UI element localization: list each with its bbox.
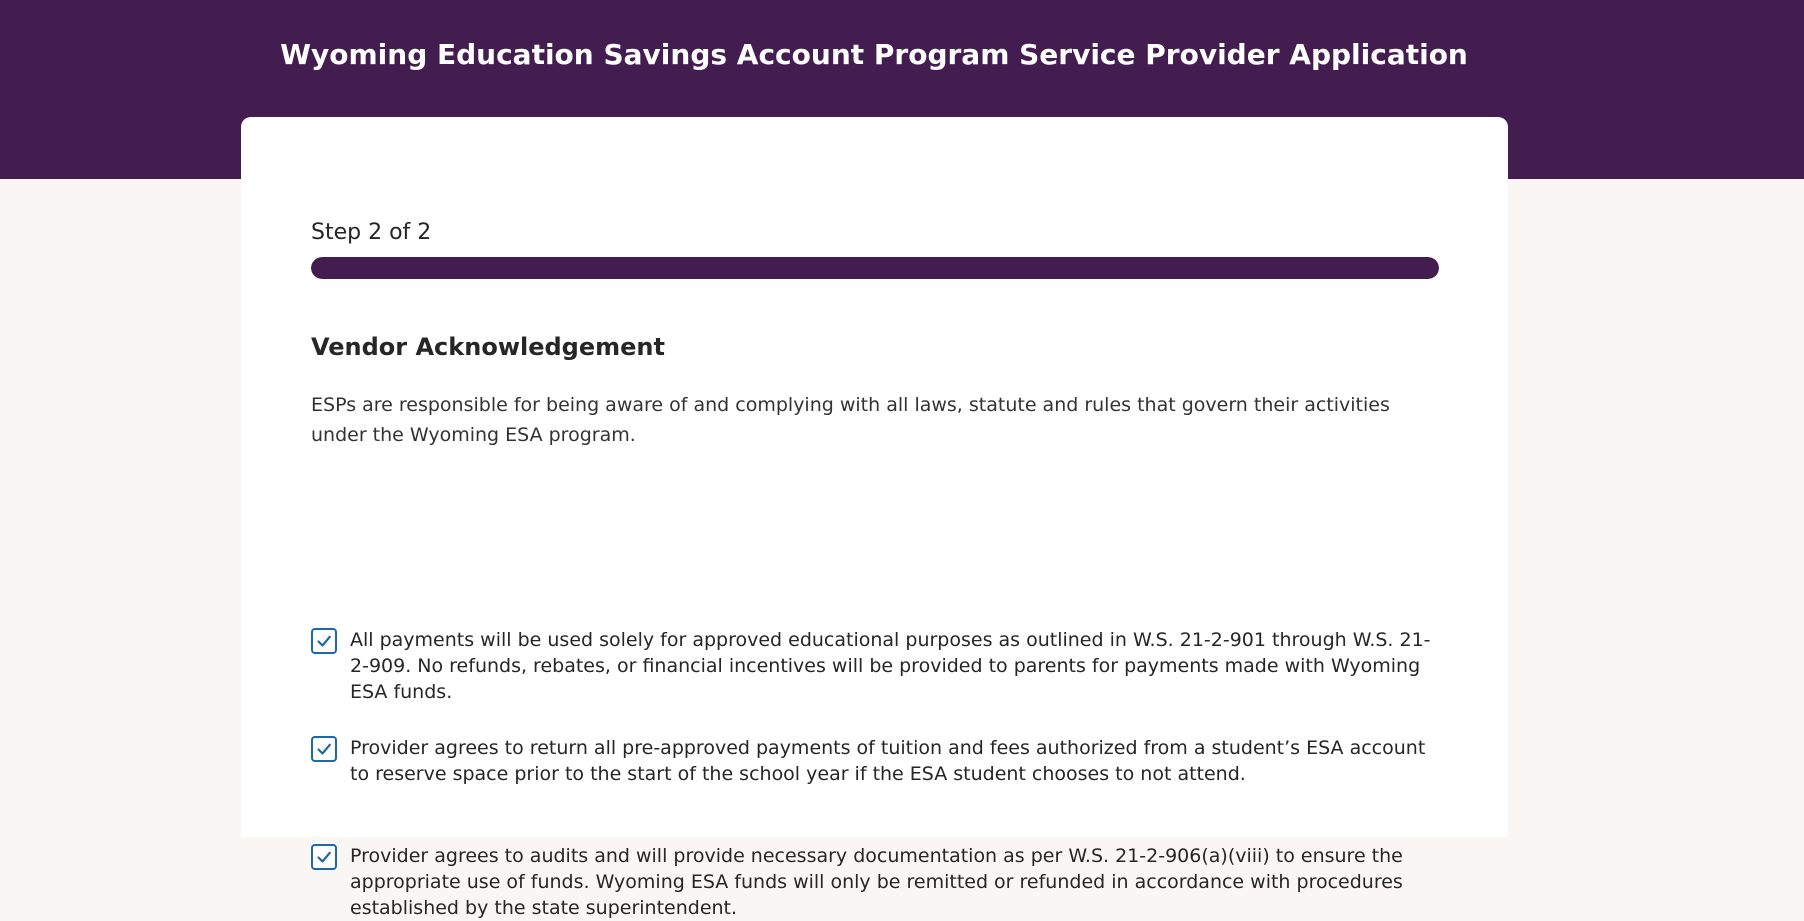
checkmark-icon — [315, 740, 333, 758]
progress-bar — [311, 257, 1439, 279]
acknowledgement-text: Provider agrees to return all pre-approved payments of tuition and fees authorized from a student’s ESA account to reserve space prior to the start of the school year if the ESA student chooses to not attend. — [350, 737, 1426, 785]
acknowledgement-item[interactable] — [311, 735, 1439, 787]
checkmark-icon — [315, 848, 333, 866]
application-card — [241, 117, 1508, 919]
step-indicator: Step 2 of 2 — [311, 220, 432, 245]
page-title: Wyoming Education Savings Account Program Service Provider Application — [280, 38, 1468, 71]
progress-bar-fill — [311, 257, 1439, 279]
acknowledgement-text: All payments will be used solely for approved educational purposes as outlined in W.S. 21-2-901 through W.S. 21-2-909. No refunds, rebates, or financial incentives will be provided to parents for payments made with Wyoming ESA funds. — [350, 629, 1431, 703]
section-description: ESPs are responsible for being aware of and complying with all laws, statute and rules that govern their activities under the Wyoming ESA program. — [311, 394, 1390, 446]
acknowledgement-text: Provider agrees to audits and will provide necessary documentation as per W.S. 21-2-906(a)(viii) to ensure the appropriate use of funds. Wyoming ESA funds will only be remitted or refunded in accordance with procedures established by the state superintendent. — [350, 845, 1403, 919]
acknowledgement-checkbox[interactable] — [311, 844, 337, 870]
acknowledgement-item[interactable] — [311, 843, 1439, 921]
acknowledgement-checkbox[interactable] — [311, 736, 337, 762]
acknowledgement-checkbox[interactable] — [311, 628, 337, 654]
section-title: Vendor Acknowledgement — [311, 333, 665, 361]
acknowledgement-item[interactable] — [311, 627, 1439, 705]
checkmark-icon — [315, 632, 333, 650]
